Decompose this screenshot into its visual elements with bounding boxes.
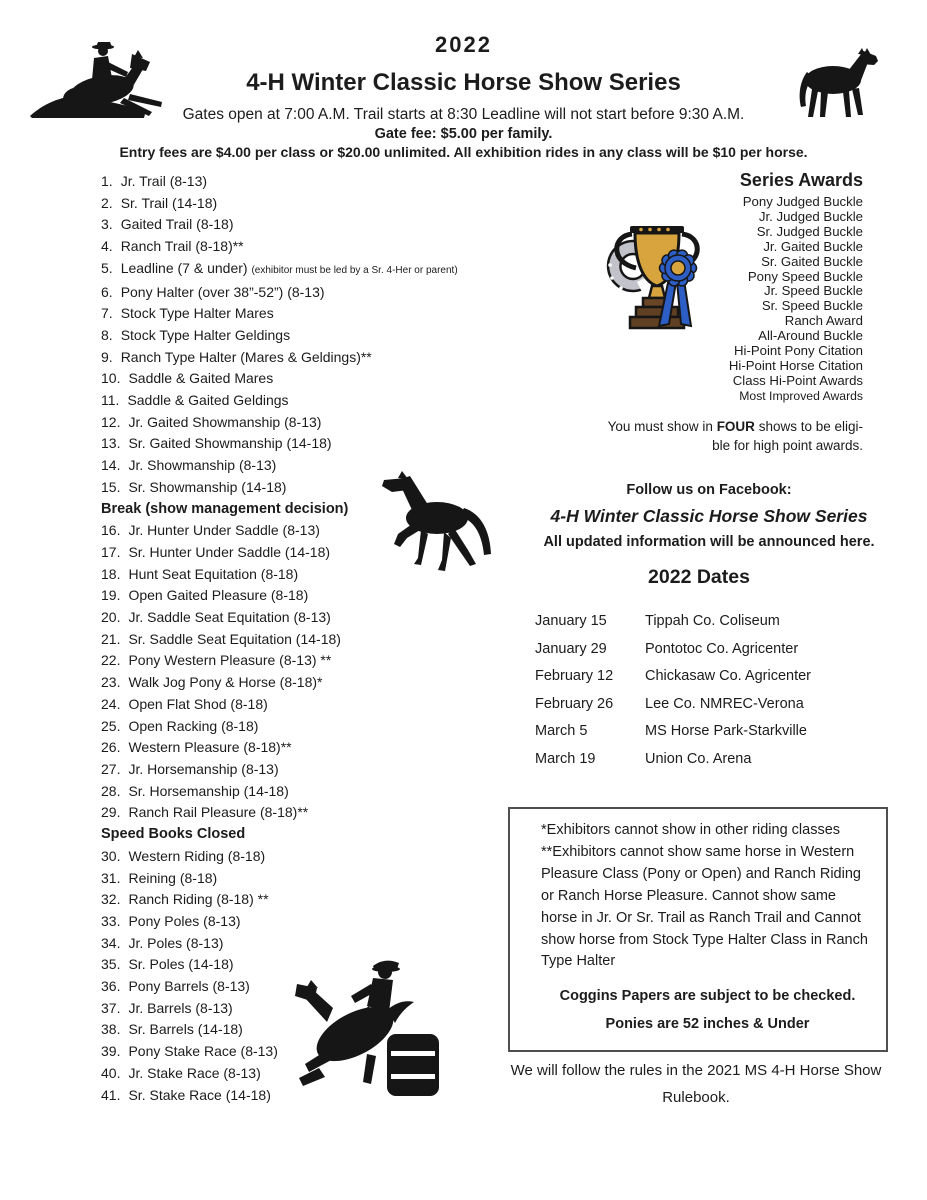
ponies-note: Ponies are 52 inches & Under xyxy=(605,1016,810,1033)
class-number: 32. xyxy=(101,891,121,908)
class-label xyxy=(128,629,340,651)
date-row xyxy=(535,751,891,779)
class-label-text: Jr. Horsemanship (8-13) xyxy=(128,760,279,777)
class-number: 31. xyxy=(101,869,121,886)
class-label-text: Jr. Saddle Seat Equitation (8-13) xyxy=(128,609,331,626)
class-label-text: Gaited Trail (8-18) xyxy=(120,216,234,233)
class-label xyxy=(128,998,232,1020)
class-label-text: Sr. Stake Race (14-18) xyxy=(128,1086,271,1103)
class-label xyxy=(128,868,217,890)
class-list-item xyxy=(101,171,473,193)
facebook-page-name: 4-H Winter Classic Horse Show Series xyxy=(550,506,868,526)
class-list-item xyxy=(101,585,473,607)
award-item: All-Around Buckle xyxy=(758,328,863,344)
class-label xyxy=(121,325,290,347)
class-list-item xyxy=(101,650,473,672)
class-list-item xyxy=(101,868,473,890)
footer-rulebook-note: We will follow the rules in the 2021 MS 4-H Horse Show Rulebook. xyxy=(510,1062,882,1106)
schedule-line: Gates open at 7:00 A.M. Trail starts at 8:30 Leadline will not start before 9:30 A.M. xyxy=(182,106,745,123)
show-location: Union Co. Arena xyxy=(645,750,752,767)
class-number: 5. xyxy=(101,259,113,276)
class-label-text: Sr. Showmanship (14-18) xyxy=(128,478,287,495)
class-label xyxy=(128,759,278,781)
class-label-text: Sr. Horsemanship (14-18) xyxy=(128,782,289,799)
class-label xyxy=(121,171,207,193)
trophy-ribbon-horseshoe-icon xyxy=(596,220,712,348)
class-number: 12. xyxy=(101,413,121,430)
class-label-text: Reining (8-18) xyxy=(128,869,218,886)
class-label xyxy=(128,976,249,998)
class-label-text: Pony Barrels (8-13) xyxy=(128,978,250,995)
date-row xyxy=(535,641,891,669)
gate-fee-line: Gate fee: $5.00 per family. xyxy=(374,126,553,142)
class-number: 33. xyxy=(101,912,121,929)
class-label-text: Pony Halter (over 38”-52”) (8-13) xyxy=(120,283,325,300)
class-label-text: Jr. Barrels (8-13) xyxy=(128,999,233,1016)
class-label-text: Ranch Rail Pleasure (8-18)** xyxy=(128,804,309,821)
class-list-item xyxy=(101,629,473,651)
class-list-item xyxy=(101,412,473,434)
class-list-item xyxy=(101,672,473,694)
eligibility-post: shows to be eligi- xyxy=(754,419,863,435)
class-label-text: Pony Stake Race (8-13) xyxy=(128,1043,278,1060)
award-item: Jr. Judged Buckle xyxy=(758,208,863,224)
class-number: 22. xyxy=(101,652,121,669)
class-label-text: Stock Type Halter Mares xyxy=(120,305,274,322)
class-label-text: Jr. Trail (8-13) xyxy=(120,173,208,189)
class-list-item xyxy=(101,802,473,824)
class-number: 25. xyxy=(101,717,121,734)
class-label xyxy=(128,477,286,499)
class-number: 2. xyxy=(101,194,113,211)
class-number: 7. xyxy=(101,305,113,322)
date-row xyxy=(535,696,891,724)
class-label-text: Jr. Showmanship (8-13) xyxy=(128,457,277,474)
class-list-item xyxy=(101,694,473,716)
award-item: Pony Judged Buckle xyxy=(742,194,863,209)
class-label-text: Hunt Seat Equitation (8-18) xyxy=(128,565,299,582)
class-label xyxy=(128,520,319,542)
gaited-horse-icon xyxy=(374,468,496,576)
class-label-text: Sr. Barrels (14-18) xyxy=(128,1021,243,1038)
show-location: Pontotoc Co. Agricenter xyxy=(645,640,799,657)
flyer-header xyxy=(0,32,927,162)
class-number: 13. xyxy=(101,435,121,452)
class-number: 17. xyxy=(101,543,121,560)
class-label-text: Western Pleasure (8-18)** xyxy=(128,739,292,756)
class-label xyxy=(128,542,330,564)
facebook-heading: Follow us on Facebook: xyxy=(626,482,792,498)
show-date: January 15 xyxy=(535,613,607,629)
class-number: 20. xyxy=(101,609,121,626)
date-row xyxy=(535,723,891,751)
class-label xyxy=(128,412,321,434)
class-label xyxy=(127,390,288,412)
class-label xyxy=(128,737,291,759)
class-list-item xyxy=(101,368,473,390)
class-label xyxy=(128,694,267,716)
rules-box xyxy=(508,807,888,1052)
class-label-text: Saddle & Gaited Mares xyxy=(128,370,274,387)
class-number: 30. xyxy=(101,847,121,864)
class-label xyxy=(128,889,268,911)
award-item: Ranch Award xyxy=(784,313,863,329)
award-item: Jr. Speed Buckle xyxy=(764,283,863,299)
award-item-small: Most Improved Awards xyxy=(739,388,863,403)
class-label-text: Jr. Poles (8-13) xyxy=(128,934,224,951)
show-location: Lee Co. NMREC-Verona xyxy=(645,695,804,712)
class-list-item xyxy=(101,846,473,868)
class-label-text: Jr. Stake Race (8-13) xyxy=(128,1064,261,1081)
class-label-text: Pony Western Pleasure (8-13) ** xyxy=(128,652,332,669)
eligibility-pre: You must show in xyxy=(607,419,717,435)
class-label-text: Jr. Hunter Under Saddle (8-13) xyxy=(128,522,320,539)
class-number: 34. xyxy=(101,934,121,951)
class-number: 40. xyxy=(101,1064,121,1081)
class-label xyxy=(128,564,298,586)
class-list-item xyxy=(101,390,473,412)
class-label xyxy=(128,716,258,738)
class-label xyxy=(128,933,223,955)
class-number: 37. xyxy=(101,999,121,1016)
eligibility-note xyxy=(505,418,863,455)
class-list-item xyxy=(101,607,473,629)
class-number: 24. xyxy=(101,695,121,712)
class-label xyxy=(128,802,308,824)
class-number: 19. xyxy=(101,587,121,604)
class-label xyxy=(121,258,458,282)
facebook-subtext: All updated information will be announced here. xyxy=(543,534,875,550)
class-list-item xyxy=(101,716,473,738)
year-heading: 2022 xyxy=(435,32,492,57)
dates-table xyxy=(535,613,891,779)
award-item: Sr. Gaited Buckle xyxy=(761,253,863,269)
class-number: 21. xyxy=(101,630,121,647)
class-number: 15. xyxy=(101,478,121,495)
class-number: 39. xyxy=(101,1043,121,1060)
class-list-item xyxy=(101,193,473,215)
award-item: Hi-Point Pony Citation xyxy=(733,343,863,359)
award-item: Sr. Speed Buckle xyxy=(761,298,863,314)
class-number: 28. xyxy=(101,782,121,799)
class-list-item xyxy=(101,282,473,304)
class-number: 4. xyxy=(101,238,113,255)
class-number: 9. xyxy=(101,348,113,365)
class-list-part1 xyxy=(101,171,473,499)
show-date: February 26 xyxy=(535,695,614,712)
eligibility-line2: ble for high point awards. xyxy=(712,437,863,453)
class-label-text: Open Flat Shod (8-18) xyxy=(128,695,268,712)
award-item: Pony Speed Buckle xyxy=(747,268,863,284)
show-date: March 19 xyxy=(535,750,596,767)
class-list-item xyxy=(101,236,473,258)
class-number: 3. xyxy=(101,216,113,233)
dates-title: 2022 Dates xyxy=(648,566,750,588)
class-number: 27. xyxy=(101,760,121,777)
show-location: MS Horse Park-Starkville xyxy=(645,723,807,740)
class-note: (exhibitor must be led by a Sr. 4-Her or parent) xyxy=(251,264,458,276)
class-label-text: Stock Type Halter Geldings xyxy=(120,326,291,343)
page-title: 4-H Winter Classic Horse Show Series xyxy=(246,69,681,96)
class-label xyxy=(128,455,276,477)
class-number: 8. xyxy=(101,326,113,343)
class-label-text: Sr. Hunter Under Saddle (14-18) xyxy=(128,543,331,560)
class-number: 16. xyxy=(101,522,121,539)
class-list-item xyxy=(101,889,473,911)
class-label-text: Ranch Riding (8-18) ** xyxy=(128,891,269,908)
class-number: 10. xyxy=(101,370,121,387)
class-label xyxy=(128,1041,277,1063)
class-list-item xyxy=(101,737,473,759)
class-label xyxy=(121,303,274,325)
award-item: Class Hi-Point Awards xyxy=(732,372,863,388)
class-label-text: Open Racking (8-18) xyxy=(128,717,259,734)
class-number: 29. xyxy=(101,804,121,821)
class-label-text: Jr. Gaited Showmanship (8-13) xyxy=(128,413,322,430)
show-location: Chickasaw Co. Agricenter xyxy=(645,668,812,685)
speed-books-heading: Speed Books Closed xyxy=(101,826,246,843)
class-label-text: Ranch Trail (8-18)** xyxy=(120,238,244,255)
class-list-item xyxy=(101,347,473,369)
class-label-text: Leadline (7 & under) xyxy=(120,259,248,276)
class-number: 23. xyxy=(101,674,121,691)
class-number: 26. xyxy=(101,739,121,756)
class-list-item xyxy=(101,325,473,347)
facebook-section xyxy=(519,482,899,550)
class-label xyxy=(128,1063,260,1085)
class-list-item xyxy=(101,303,473,325)
class-label-text: Open Gaited Pleasure (8-18) xyxy=(128,587,309,604)
class-label xyxy=(128,781,288,803)
class-list-item xyxy=(101,911,473,933)
class-number: 11. xyxy=(101,392,120,409)
class-label xyxy=(121,214,234,236)
show-location: Tippah Co. Coliseum xyxy=(645,613,780,629)
class-label xyxy=(128,911,240,933)
class-label xyxy=(128,1019,242,1041)
class-label xyxy=(128,846,265,868)
class-label xyxy=(128,650,331,672)
award-item: Hi-Point Horse Citation xyxy=(728,357,863,373)
series-awards-title: Series Awards xyxy=(739,170,863,190)
entry-fee-line: Entry fees are $4.00 per class or $20.00 unlimited. All exhibition rides in any class will be $10 per horse. xyxy=(119,144,808,160)
class-label-text: Pony Poles (8-13) xyxy=(128,912,241,929)
class-label-text: Sr. Trail (14-18) xyxy=(120,194,218,211)
eligibility-emphasis: FOUR xyxy=(716,419,755,435)
class-label-text: Walk Jog Pony & Horse (8-18)* xyxy=(128,674,323,691)
class-number: 35. xyxy=(101,956,121,973)
class-label xyxy=(121,193,217,215)
show-date: March 5 xyxy=(535,723,588,740)
barrel-racing-icon xyxy=(293,950,445,1100)
class-number: 36. xyxy=(101,978,121,995)
date-row xyxy=(535,613,891,641)
class-label xyxy=(128,368,273,390)
class-label-text: Sr. Poles (14-18) xyxy=(128,956,234,973)
class-label xyxy=(121,347,372,369)
show-date: January 29 xyxy=(535,640,607,657)
class-number: 6. xyxy=(101,283,113,300)
class-label-text: Sr. Gaited Showmanship (14-18) xyxy=(128,435,332,452)
class-label xyxy=(121,236,244,258)
coggins-note: Coggins Papers are subject to be checked. xyxy=(559,988,856,1005)
class-list-item xyxy=(101,759,473,781)
show-date: February 12 xyxy=(535,668,614,685)
class-list-item xyxy=(101,214,473,236)
class-number: 38. xyxy=(101,1021,121,1038)
class-number: 14. xyxy=(101,457,121,474)
class-list-item xyxy=(101,258,473,282)
class-label-text: Western Riding (8-18) xyxy=(128,847,266,864)
class-label xyxy=(128,1085,270,1107)
rules-line1: *Exhibitors cannot show in other riding classes xyxy=(541,822,841,838)
class-list-item xyxy=(101,781,473,803)
rules-line2: **Exhibitors cannot show same horse in Western Pleasure Class (Pony or Open) and Ranch Riding or Ranch Horse Pleasure. Cannot show same horse in Jr. Or Sr. Trail as Ranch Trail and Cannot show horse from Stock Type Halter Class in Ranch Type Halter xyxy=(541,843,868,970)
award-item: Jr. Gaited Buckle xyxy=(763,238,863,254)
class-label xyxy=(128,585,308,607)
class-number: 1. xyxy=(101,173,113,189)
class-label xyxy=(128,607,330,629)
class-list-item xyxy=(101,433,473,455)
class-label xyxy=(128,433,331,455)
class-label-text: Sr. Saddle Seat Equitation (14-18) xyxy=(128,630,341,647)
class-label-text: Saddle & Gaited Geldings xyxy=(127,392,289,409)
class-number: 41. xyxy=(101,1086,121,1103)
list-break-heading: Break (show management decision) xyxy=(101,500,349,517)
class-label xyxy=(128,954,233,976)
class-label xyxy=(128,672,322,694)
class-number: 18. xyxy=(101,565,121,582)
award-item: Sr. Judged Buckle xyxy=(756,223,863,239)
date-row xyxy=(535,668,891,696)
class-label xyxy=(121,282,325,304)
class-label-text: Ranch Type Halter (Mares & Geldings)** xyxy=(120,348,372,365)
